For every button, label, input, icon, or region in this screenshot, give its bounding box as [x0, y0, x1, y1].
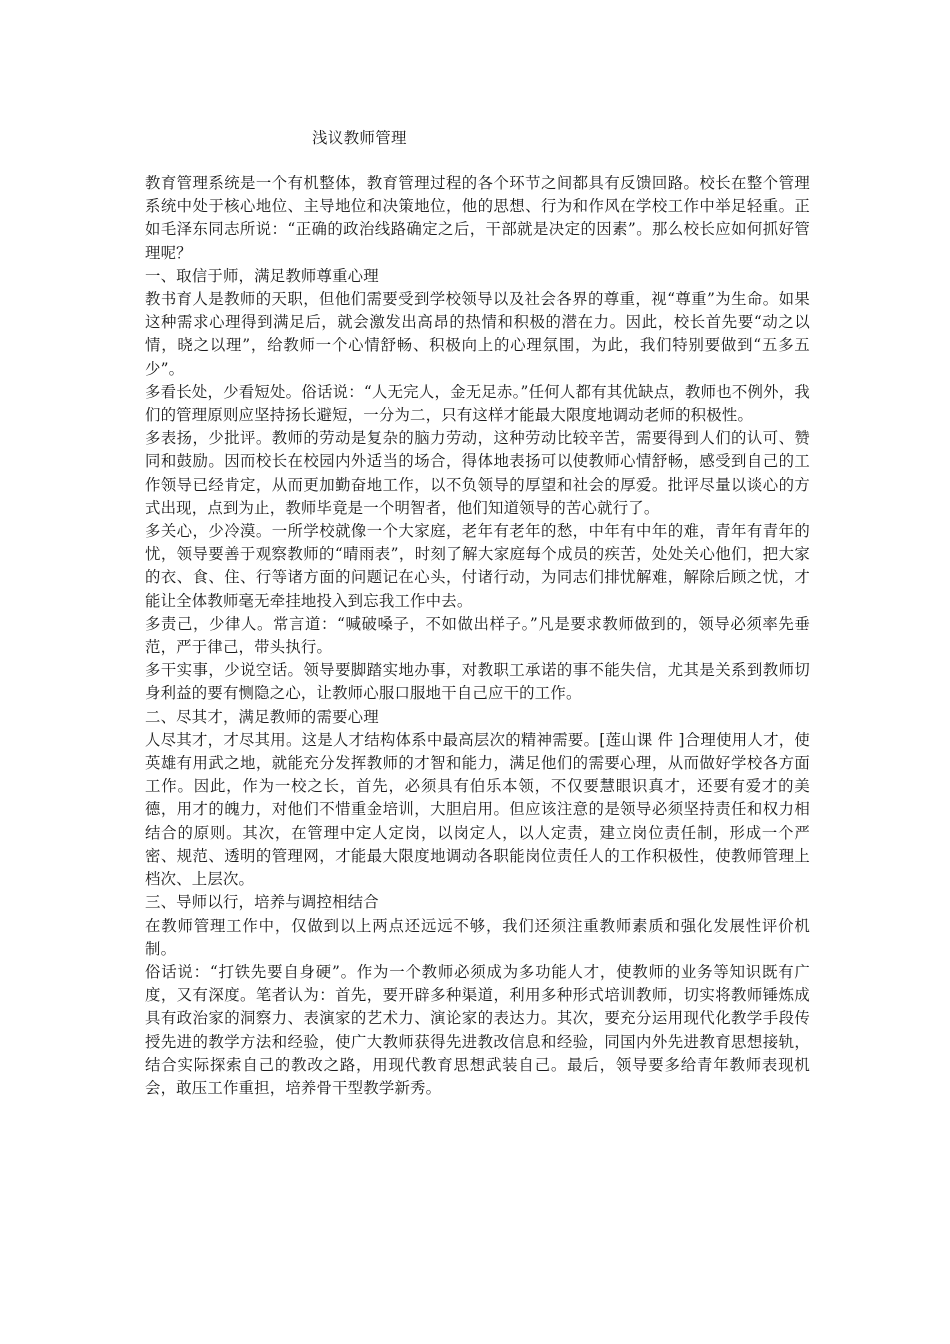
paragraph: 多干实事，少说空话。领导要脚踏实地办事，对教职工承诺的事不能失信，尤其是关系到教师切身利益的要有恻隐之心，让教师心服口服地干自己应干的工作。 — [145, 661, 810, 703]
paragraph: 人尽其才，才尽其用。这是人才结构体系中最高层次的精神需要。[莲山课 件 ]合理使用人才，使英雄有用武之地，就能充分发挥教师的才智和能力，满足他们的需要心理，从而做好学校各方面工作。因此，作为一校之长，首先，必须具有伯乐本领，不仅要慧眼识真才，还要有爱才的美德，用才的魄力，对他们不惜重金培训，大胆启用。但应该注意的是领导必须坚持责任和权力相结合的原则。其次，在管理中定人定岗，以岗定人，以人定责，建立岗位责任制，形成一个严密、规范、透明的管理网，才能最大限度地调动各职能岗位责任人的工作积极性，使教师管理上档次、上层次。 — [145, 730, 810, 889]
paragraph: 俗话说：“打铁先要自身硬”。作为一个教师必须成为多功能人才，使教师的业务等知识既有广度，又有深度。笔者认为：首先，要开辟多种渠道，利用多种形式培训教师，切实将教师锤炼成具有政治家的洞察力、表演家的艺术力、演论家的表达力。其次，要充分运用现代化教学手段传授先进的教学方法和经验，使广大教师获得先进教改信息和经验，同国内外先进教育思想接轨，结合实际探索自己的教改之路，用现代教育思想武装自己。最后，领导要多给青年教师表现机会，敢压工作重担，培养骨干型教学新秀。 — [145, 962, 810, 1097]
document-body — [145, 172, 810, 1100]
paragraph: 在教师管理工作中，仅做到以上两点还远远不够，我们还须注重教师素质和强化发展性评价机制。 — [145, 916, 810, 958]
section-heading-3: 三、导师以行，培养与调控相结合 — [145, 893, 379, 912]
paragraph: 多责己，少律人。常言道：“喊破嗓子，不如做出样子。”凡是要求教师做到的，领导必须率先垂范，严于律己，带头执行。 — [145, 614, 810, 657]
paragraph: 多看长处，少看短处。俗话说：“人无完人，金无足赤。”任何人都有其优缺点，教师也不例外，我们的管理原则应坚持扬长避短，一分为二，只有这样才能最大限度地调动老师的积极性。 — [145, 382, 810, 425]
paragraph: 教书育人是教师的天职，但他们需要受到学校领导以及社会各界的尊重，视“尊重”为生命。如果这种需求心理得到满足后，就会激发出高昂的热情和积极的潜在力。因此，校长首先要“动之以情，晓之以理”，给教师一个心情舒畅、积极向上的心理氛围，为此，我们特别要做到“五多五少”。 — [145, 290, 810, 378]
document-title: 浅议教师管理 — [312, 129, 407, 147]
paragraph: 多关心，少冷漠。一所学校就像一个大家庭，老年有老年的愁，中年有中年的难，青年有青年的忧，领导要善于观察教师的“晴雨表”，时刻了解大家庭每个成员的疾苦，处处关心他们，把大家的衣、食、住、行等诸方面的问题记在心头，付诸行动，为同志们排忧解难，解除后顾之忧，才能让全体教师毫无牵挂地投入到忘我工作中去。 — [145, 522, 810, 610]
paragraph: 多表扬，少批评。教师的劳动是复杂的脑力劳动，这种劳动比较辛苦，需要得到人们的认可、赞同和鼓励。因而校长在校园内外适当的场合，得体地表扬可以使教师心情舒畅，感受到自己的工作领导已经肯定，从而更加勤奋地工作，以不负领导的厚望和社会的厚爱。批评尽量以谈心的方式出现，点到为止，教师毕竟是一个明智者，他们知道领导的苦心就行了。 — [145, 429, 810, 517]
section-heading-2: 二、尽其才，满足教师的需要心理 — [145, 707, 379, 726]
section-heading-1: 一、取信于师，满足教师尊重心理 — [145, 266, 379, 285]
paragraph-intro: 教育管理系统是一个有机整体，教育管理过程的各个环节之间都具有反馈回路。校长在整个管理系统中处于核心地位、主导地位和决策地位，他的思想、行为和作风在学校工作中举足轻重。正如毛泽东同志所说：“正确的政治线路确定之后，干部就是决定的因素”。那么校长应如何抓好管理呢？ — [145, 174, 810, 262]
